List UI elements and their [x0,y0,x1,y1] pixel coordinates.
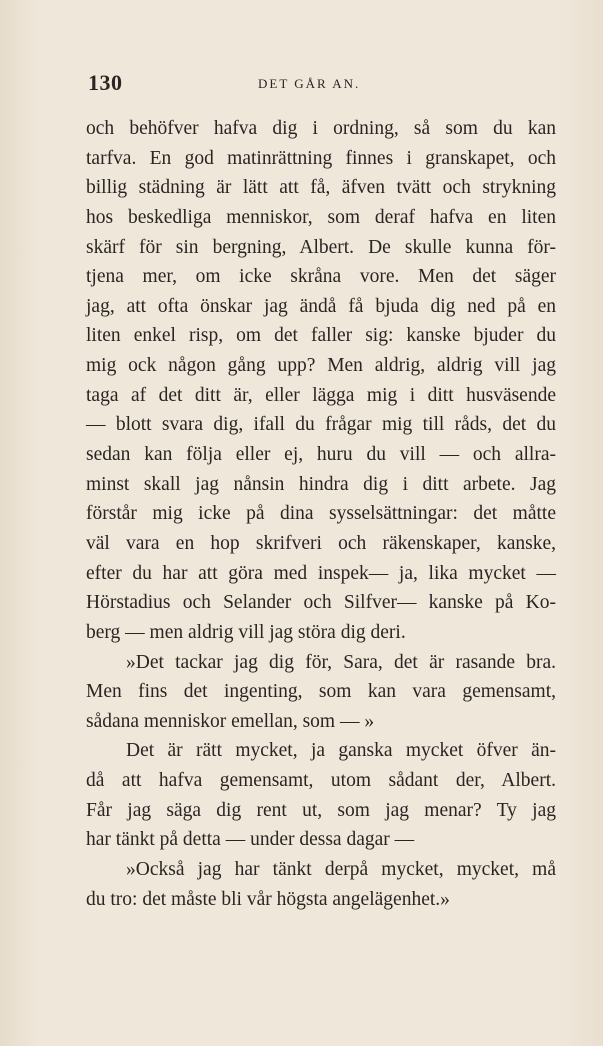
running-head [86,70,556,100]
text-line: »Också jag har tänkt derpå mycket, mycket, må [126,859,556,881]
text-line: har tänkt på detta — under dessa dagar — [86,829,415,851]
running-title: DET GÅR AN. [258,76,361,91]
text-line: och behöfver hafva dig i ordning, så som du kan [86,118,556,139]
text-line: tjena mer, om icke skråna vore. Men det säger [86,266,556,288]
text-line: minst skall jag nånsin hindra dig i ditt arbete. Jag [86,473,556,495]
body-text [86,114,556,914]
text-line: då att hafva gemensamt, utom sådant der, Albert. [86,770,556,792]
text-line: liten enkel risp, om det faller sig: kanske bjuder du [86,325,556,347]
text-line: väl vara en hop skrifveri och räkenskaper, kanske, [86,532,556,554]
text-line: Får jag säga dig rent ut, som jag menar? Ty jag [86,799,556,821]
text-line: du tro: det måste bli vår högsta angelägenhet.» [86,888,450,910]
text-line: Men fins det ingenting, som kan vara gemensamt, [86,681,556,703]
page-number: 130 [88,70,123,95]
text-line: berg — men aldrig vill jag störa dig deri. [86,621,406,643]
text-line: taga af det ditt är, eller lägga mig i ditt husväsende [86,384,556,406]
text-line: — blott svara dig, ifall du frågar mig till råds, det du [86,414,556,436]
text-line: sedan kan följa eller ej, huru du vill — och allra- [86,444,556,466]
text-line: Det är rätt mycket, ja ganska mycket öfver än- [126,740,556,762]
text-line: billig städning är lätt att få, äfven tvätt och strykning [86,177,556,199]
text-line: jag, att ofta önskar jag ändå få bjuda dig ned på en [86,295,556,317]
text-line: förstår mig icke på dina sysselsättningar: det måtte [86,503,556,525]
text-line: tarfva. En god matinrättning finnes i granskapet, och [86,147,556,169]
text-line: hos beskedliga menniskor, som deraf hafva en liten [86,206,556,228]
text-line: skärf för sin bergning, Albert. De skulle kunna för- [86,236,556,258]
text-line: mig ock någon gång upp? Men aldrig, aldrig vill jag [86,355,556,377]
text-line: Hörstadius och Selander och Silfver— kanske på Ko- [86,592,556,614]
text-line: sådana menniskor emellan, som — » [86,710,375,732]
text-line: efter du har att göra med inspek— ja, lika mycket — [86,562,556,584]
text-line: »Det tackar jag dig för, Sara, det är rasande bra. [126,651,556,673]
